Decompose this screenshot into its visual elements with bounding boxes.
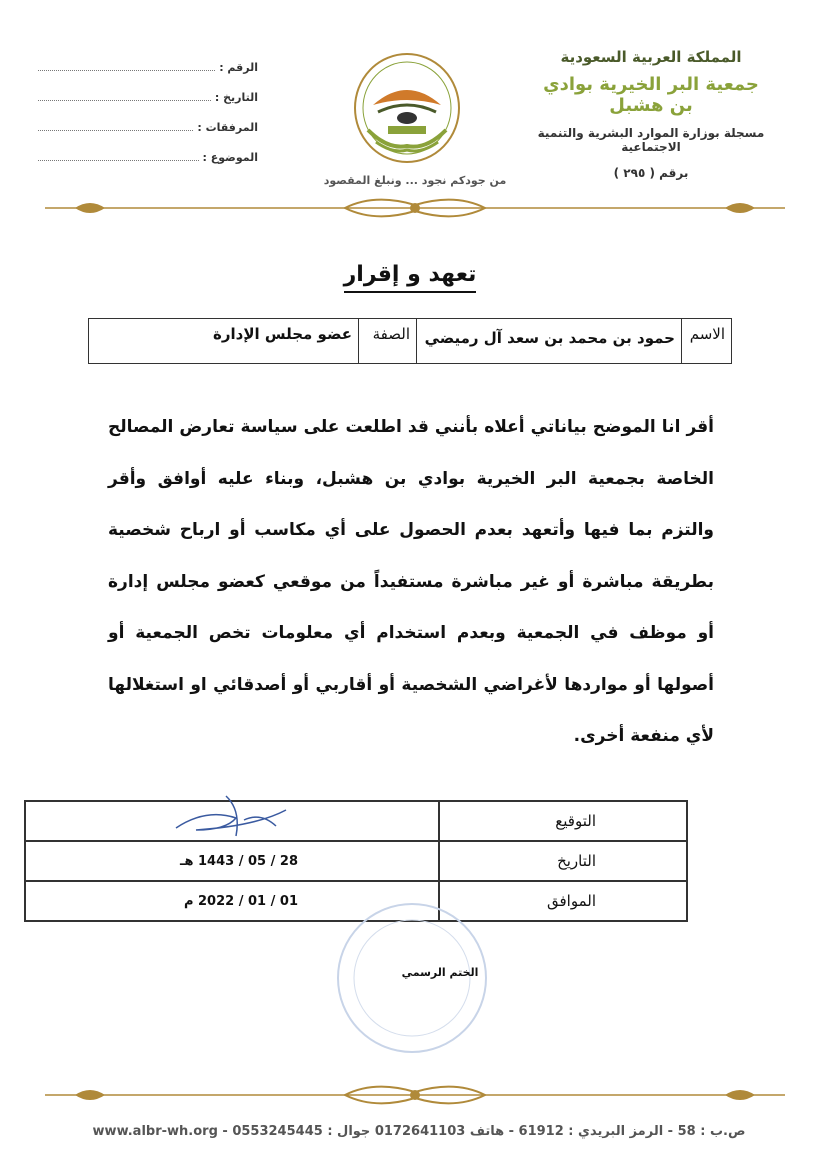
name-value: حمود بن محمد بن سعد آل رميضي xyxy=(416,319,681,363)
letterhead-fields xyxy=(38,44,258,164)
kingdom-name: المملكة العربية السعودية xyxy=(560,48,742,66)
equivalent-value: 01 / 01 / 2022 م xyxy=(25,881,439,921)
field-number: الرقم : xyxy=(38,44,258,74)
field-date: التاريخ : xyxy=(38,74,258,104)
association-name: جمعية البر الخيرية بوادي بن هشبل xyxy=(543,74,759,116)
footer-contact: ص.ب : 58 - الرمز البريدي : 61912 - هاتف 0172641103 جوال : 0553245445 - www.albr-wh.org xyxy=(92,1124,746,1139)
association-logo-icon xyxy=(348,50,466,170)
field-subject: الموضوع : xyxy=(38,134,258,164)
letterhead-org-block xyxy=(536,48,766,180)
name-label: الاسم xyxy=(681,319,731,363)
info-table xyxy=(88,318,732,364)
date-label: التاريخ xyxy=(439,841,687,881)
handwritten-signature-icon xyxy=(166,790,296,842)
role-label: الصفة xyxy=(358,319,416,363)
ornament-divider-bottom-icon xyxy=(45,1080,785,1110)
official-stamp-label: الختم الرسمي xyxy=(401,966,479,979)
slogan: من جودكم نجود ... ونبلغ المقصود xyxy=(323,174,507,187)
declaration-body: أقر انا الموضح بياناتي أعلاه بأنني قد اطلعت على سياسة تعارض المصالح الخاصة بجمعية البر الخيرية بوادي بن هشبل، وبناء عليه أوافق وأقر والتزم بما فيها وأتعهد بعدم الحصول على أي مكاسب أو ارباح شخصية بطريقة مباشرة أو غير مباشرة مستفيداً من موقعي كعضو مجلس إدارة أو موظف في الجمعية وبعدم استخدام أي معلومات تخص الجمعية أو أصولها أو مواردها لأغراضي الشخصية أو أقاربي أو أصدقائي او استغلالها لأي منفعة أخرى. xyxy=(108,417,714,746)
date-value: 28 / 05 / 1443 هـ xyxy=(25,841,439,881)
registry-text: مسجلة بوزارة الموارد البشرية والتنمية الاجتماعية xyxy=(537,126,765,154)
role-value: عضو مجلس الإدارة xyxy=(213,325,352,343)
table-row xyxy=(25,841,687,881)
document-title: تعهد و إقرار xyxy=(300,262,520,287)
registration-number: برقم ( ٢٩٥ ) xyxy=(613,166,689,180)
signature-label: التوقيع xyxy=(439,801,687,841)
ornament-divider-icon xyxy=(45,193,785,223)
equivalent-label: الموافق xyxy=(439,881,687,921)
field-attachments: المرفقات : xyxy=(38,104,258,134)
table-row xyxy=(25,801,687,841)
